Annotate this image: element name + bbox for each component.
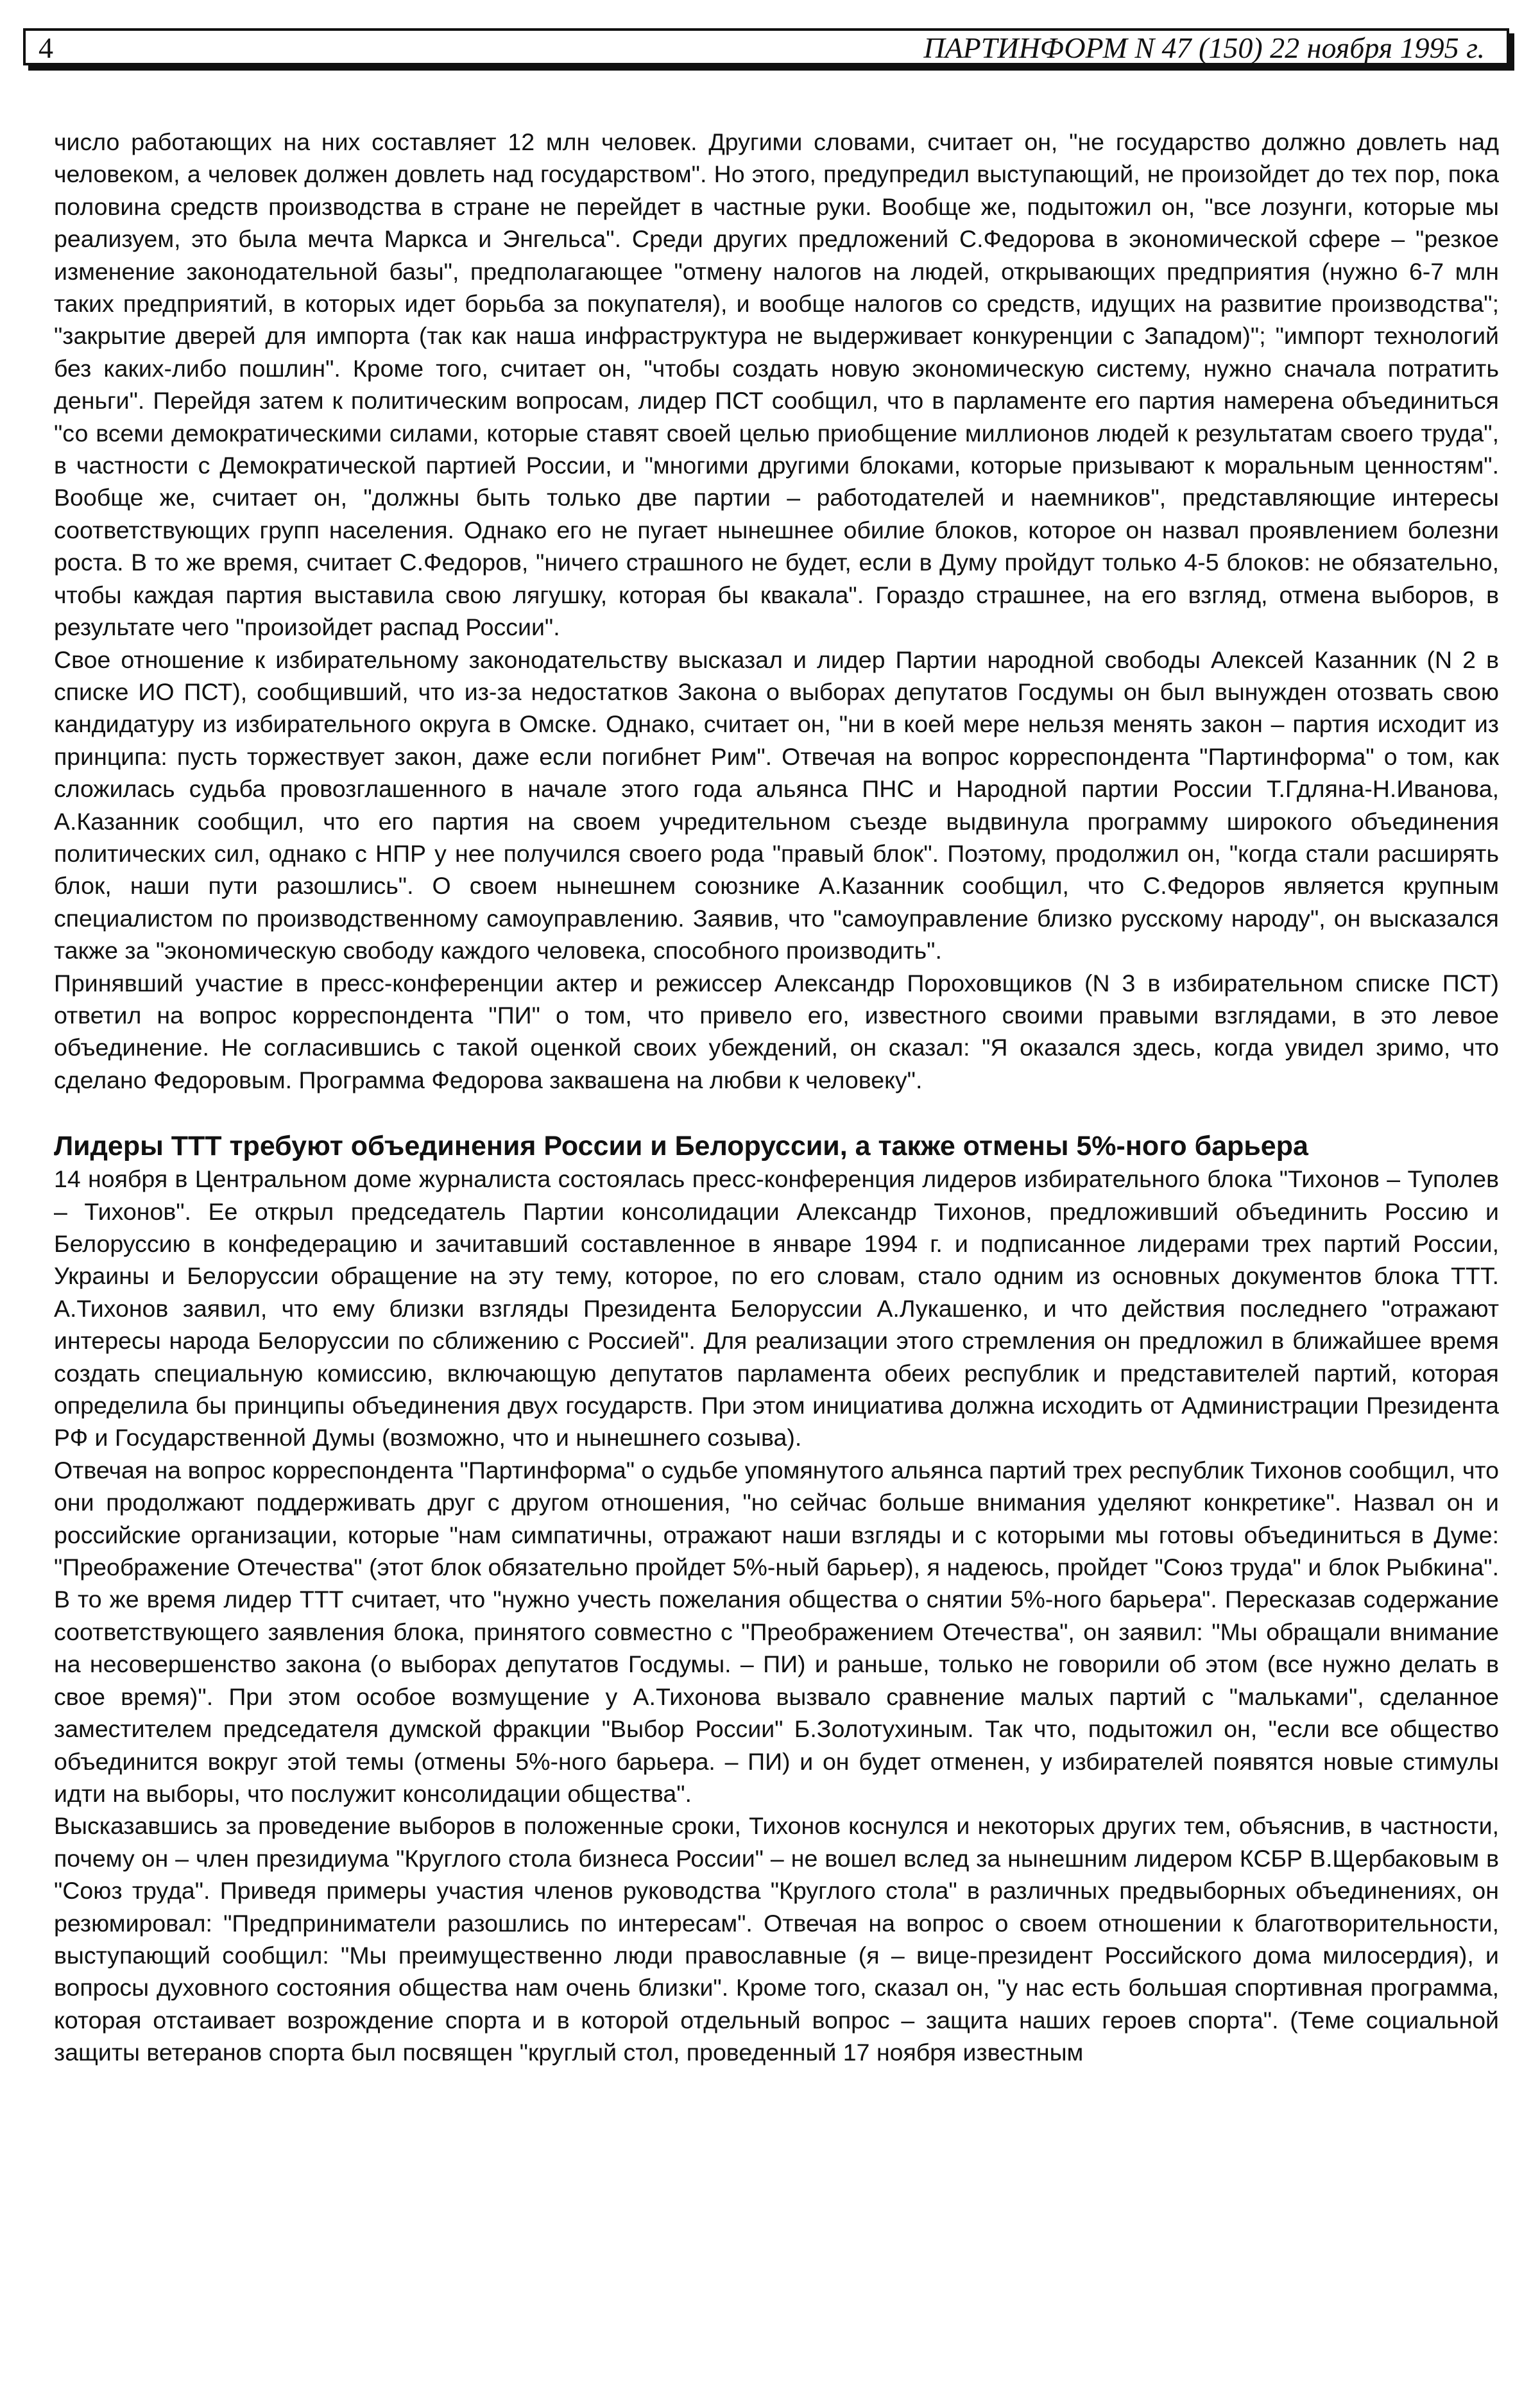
page-header	[23, 28, 1509, 65]
article1-paragraph: Принявший участие в пресс-конференции актер и режиссер Александр Пороховщиков (N 3 в избирательном списке ПСТ) ответил на вопрос корреспондента "ПИ" о том, что привело его, известного своими правыми взглядами, в это левое объединение. Не согласившись с такой оценкой своих убеждений, он сказал: "Я оказался здесь, когда увидел зримо, что сделано Федоровым. Программа Федорова заквашена на любви к человеку".	[54, 969, 1499, 1093]
page-body	[54, 126, 1499, 2069]
article2-paragraph: Высказавшись за проведение выборов в положенные сроки, Тихонов коснулся и некоторых других тем, объяснив, в частности, почему он – член президиума "Круглого стола бизнеса России" – не вошел вслед за нынешним лидером КСБР В.Щербаковым в "Союз труда". Приведя примеры участия членов руководства "Круглого стола" в различных предвыборных объединениях, он резюмировал: "Предприниматели разошлись по интересам". Отвечая на вопрос о своем отношении к благотворительности, выступающий сообщил: "Мы преимущественно люди православные (я – вице-президент Российского дома милосердия), и вопросы духовного состояния общества нам очень близки". Кроме того, сказал он, "у нас есть большая спортивная программа, которая отстаивает возрождение спорта и в которой отдельный вопрос – защита наших героев спорта". (Теме социальной защиты ветеранов спорта был посвящен "круглый стол, проведенный 17 ноября известным	[54, 1812, 1499, 2066]
issue-line: ПАРТИНФОРМ N 47 (150) 22 ноября 1995 г.	[923, 31, 1485, 64]
article1-paragraph: Свое отношение к избирательному законодательству высказал и лидер Партии народной свободы Алексей Казанник (N 2 в списке ИО ПСТ), сообщивший, что из-за недостатков Закона о выборах депутатов Госдумы он был вынужден отозвать свою кандидатуру из избирательного округа в Омске. Однако, считает он, "ни в коей мере нельзя менять закон – партия исходит из принципа: пусть торжествует закон, даже если погибнет Рим". Отвечая на вопрос корреспондента "Партинформа" о том, как сложилась судьба провозглашенного в начале этого года альянса ПНС и Народной партии России Т.Гдляна-Н.Иванова, А.Казанник сообщил, что его партия на своем учредительном съезде выдвинула программу широкого объединения политических сил, однако с НПР у нее получился своего рода "правый блок". Поэтому, продолжил он, "когда стали расширять блок, наши пути разошлись". О своем нынешнем союзнике А.Казанник сообщил, что С.Федоров является крупным специалистом по производственному самоуправлению. Заявив, что "самоуправление близко русскому народу", он высказался также за "экономическую свободу каждого человека, способного производить".	[54, 646, 1499, 964]
article2-paragraph: 14 ноября в Центральном доме журналиста состоялась пресс-конференция лидеров избирательного блока "Тихонов – Туполев – Тихонов". Ее открыл председатель Партии консолидации Александр Тихонов, предложивший объединить Россию и Белоруссию в конфедерацию и зачитавший составленное в январе 1994 г. и подписанное лидерами трех партий России, Украины и Белоруссии обращение на эту тему, которое, по его словам, стало одним из основных документов блока ТТТ. А.Тихонов заявил, что ему близки взгляды Президента Белоруссии А.Лукашенко, и что действия последнего "отражают интересы народа Белоруссии по сближению с Россией". Для реализации этого стремления он предложил в ближайшее время создать специальную комиссию, включающую депутатов парламента обеих республик и представителей партий, которая определила бы принципы объединения двух государств. При этом инициатива должна исходить от Администрации Президента РФ и Государственной Думы (возможно, что и нынешнего созыва).	[54, 1165, 1499, 1452]
page-number: 4	[38, 31, 53, 64]
article1-paragraph: число работающих на них составляет 12 млн человек. Другими словами, считает он, "не государство должно довлеть над человеком, а человек должен довлеть над государством". Но этого, предупредил выступающий, не произойдет до тех пор, пока половина средств производства в стране не перейдет в частные руки. Вообще же, подытожил он, "все лозунги, которые мы реализуем, это была мечта Маркса и Энгельса". Среди других предложений С.Федорова в экономической сфере – "резкое изменение законодательной базы", предполагающее "отмену налогов на людей, открывающих предприятия (нужно 6-7 млн таких предприятий, в которых идет борьба за покупателя), и вообще налогов со средств, идущих на развитие производства"; "закрытие дверей для импорта (так как наша инфраструктура не выдерживает конкуренции с Западом)"; "импорт технологий без каких-либо пошлин". Кроме того, считает он, "чтобы создать новую экономическую систему, нужно сначала потратить деньги". Перейдя затем к политическим вопросам, лидер ПСТ сообщил, что в парламенте его партия намерена объединиться "со всеми демократическими силами, которые ставят своей целью приобщение миллионов людей к результатам своего труда", в частности с Демократической партией России, и "многими другими блоками, которые призывают к моральным ценностям". Вообще же, считает он, "должны быть только две партии – работодателей и наемников", представляющие интересы соответствующих групп населения. Однако его не пугает нынешнее обилие блоков, которое он назвал проявлением болезни роста. В то же время, считает С.Федоров, "ничего страшного не будет, если в Думу пройдут только 4-5 блоков: не обязательно, чтобы каждая партия выставила свою лягушку, которая бы квакала". Гораздо страшнее, на его взгляд, отмена выборов, в результате чего "произойдет распад России".	[54, 128, 1499, 641]
article-title: Лидеры ТТТ требуют объединения России и Белоруссии, а также отмены 5%-ного барьера	[54, 1131, 1308, 1162]
article2-paragraph: Отвечая на вопрос корреспондента "Партинформа" о судьбе упомянутого альянса партий трех республик Тихонов сообщил, что они продолжают поддерживать друг с другом отношения, "но сейчас больше внимания уделяют конкретике". Назвал он и российские организации, которые "нам симпатичны, отражают наши взгляды и с которыми мы готовы объединиться в Думе: "Преображение Отечества" (этот блок обязательно пройдет 5%-ный барьер), я надеюсь, пройдет "Союз труда" и блок Рыбкина". В то же время лидер ТТТ считает, что "нужно учесть пожелания общества о снятии 5%-ного барьера". Пересказав содержание соответствующего заявления блока, принятого совместно с "Преображением Отечества", он заявил: "Мы обращали внимание на несовершенство закона (о выборах депутатов Госдумы. – ПИ) и раньше, только не говорили об этом (все нужно делать в свое время)". При этом особое возмущение у А.Тихонова вызвало сравнение малых партий с "мальками", сделанное заместителем председателя думской фракции "Выбор России" Б.Золотухиным. Так что, подытожил он, "если все общество объединится вокруг этой темы (отмены 5%-ного барьера. – ПИ) и он будет отменен, у избирателей появятся новые стимулы идти на выборы, что послужит консолидации общества".	[54, 1456, 1499, 1807]
